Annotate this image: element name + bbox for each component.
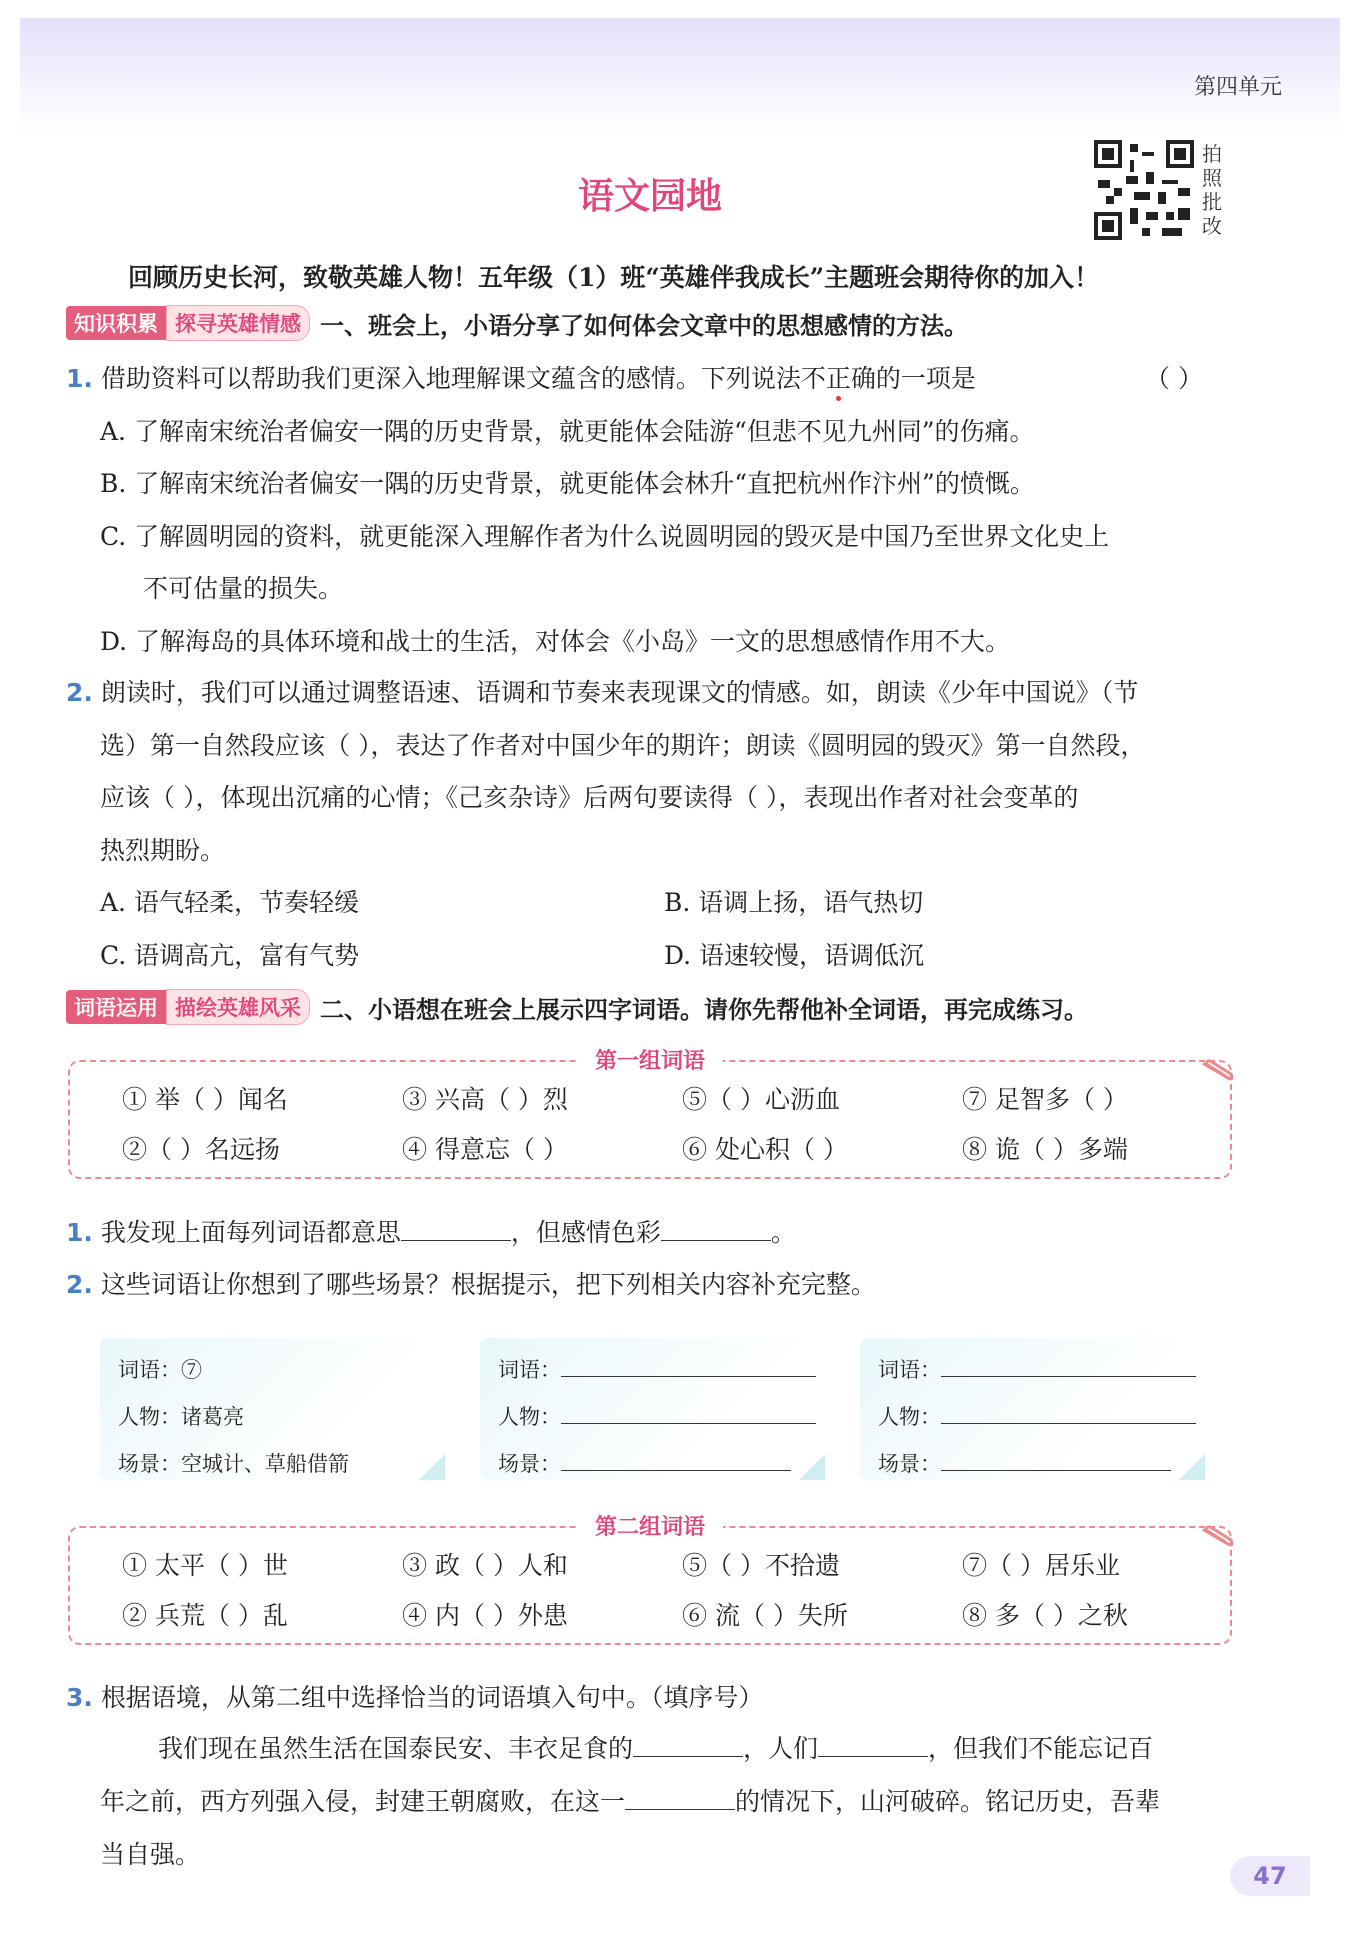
context-paragraph: 当自强。 <box>100 1840 201 1869</box>
card-scene: 场景： <box>498 1448 791 1478</box>
card-person: 人物： <box>878 1401 1196 1431</box>
section-subtag: 描绘英雄风采 <box>166 989 310 1025</box>
card-word: 词语： <box>878 1354 1196 1384</box>
question-2-2: 2. 这些词语让你想到了哪些场景？根据提示，把下列相关内容补充完整。 <box>66 1270 876 1299</box>
word-item[interactable]: ⑥ 处心积（ ） <box>682 1135 848 1164</box>
word-item[interactable]: ⑤（ ）不拾遗 <box>682 1551 840 1580</box>
context-paragraph: 我们现在虽然生活在国泰民安、丰衣足食的 ，人们 ，但我们不能忘记百 <box>158 1734 1154 1763</box>
card-word: 词语：⑦ <box>118 1358 202 1382</box>
fill-blank[interactable] <box>633 1736 743 1757</box>
word-item[interactable]: ⑥ 流（ ）失所 <box>682 1601 848 1630</box>
answer-bracket[interactable]: （ ） <box>1145 364 1203 393</box>
fill-blank[interactable] <box>625 1789 735 1810</box>
option-b: B. 了解南宋统治者偏安一隅的历史背景，就更能体会林升“直把杭州作汴州”的愤慨。 <box>100 469 1035 498</box>
word-group-2 <box>68 1515 1232 1645</box>
fill-blank[interactable] <box>401 1220 511 1241</box>
question-2-3: 3. 根据语境，从第二组中选择恰当的词语填入句中。（填序号） <box>66 1683 764 1712</box>
scene-card-2 <box>480 1338 825 1480</box>
option-b: B. 语调上扬，语气热切 <box>664 888 924 917</box>
word-group-1 <box>68 1049 1232 1179</box>
fill-blank[interactable] <box>561 1356 816 1377</box>
intro-text: 回顾历史长河，致敬英雄人物！五年级（1）班“英雄伴我成长”主题班会期待你的加入！ <box>128 263 1100 292</box>
option-c: C. 语调高亢，富有气势 <box>100 941 360 970</box>
word-item[interactable]: ① 太平（ ）世 <box>122 1551 288 1580</box>
word-item[interactable]: ③ 兴高（ ）烈 <box>402 1085 568 1114</box>
word-item[interactable]: ⑦（ ）居乐业 <box>962 1551 1120 1580</box>
word-item[interactable]: ⑤（ ）心沥血 <box>682 1085 840 1114</box>
word-item[interactable]: ④ 得意忘（ ） <box>402 1135 568 1164</box>
scene-card-1 <box>100 1338 445 1480</box>
page-number: 47 <box>1230 1856 1310 1896</box>
group-title: 第一组词语 <box>577 1049 723 1074</box>
word-item[interactable]: ⑦ 足智多（ ） <box>962 1085 1128 1114</box>
option-c: C. 了解圆明园的资料，就更能深入理解作者为什么说圆明园的毁灭是中国乃至世界文化史上 <box>100 522 1110 551</box>
fill-blank[interactable] <box>941 1403 1196 1424</box>
section-1-header <box>66 306 968 340</box>
question-2-1: 1. 我发现上面每列词语都意思 ，但感情色彩 。 <box>66 1218 796 1247</box>
word-item[interactable]: ⑧ 多（ ）之秋 <box>962 1601 1128 1630</box>
fill-blank[interactable] <box>941 1450 1171 1471</box>
context-paragraph: 年之前，西方列强入侵，封建王朝腐败，在这一 的情况下，山河破碎。铭记历史，吾辈 <box>100 1787 1161 1816</box>
section-tag: 词语运用 <box>66 990 166 1024</box>
question-1-2-line: 选）第一自然段应该（ ），表达了作者对中国少年的期许；朗读《圆明园的毁灭》第一自然段， <box>100 731 1146 760</box>
fill-blank[interactable] <box>561 1403 816 1424</box>
header-band <box>20 18 1340 138</box>
scan-label: 拍 照 批 改 <box>1202 142 1222 238</box>
card-scene: 场景： <box>878 1448 1171 1478</box>
word-item[interactable]: ① 举（ ）闻名 <box>122 1085 288 1114</box>
option-c-cont: 不可估量的损失。 <box>143 574 344 603</box>
qr-code-icon[interactable] <box>1094 140 1194 240</box>
emphasis-text: 不正确 <box>800 364 876 393</box>
option-d: D. 语速较慢，语调低沉 <box>664 941 925 970</box>
word-item[interactable]: ④ 内（ ）外患 <box>402 1601 568 1630</box>
card-word: 词语： <box>498 1354 816 1384</box>
paperclip-icon <box>1198 1056 1238 1086</box>
word-item[interactable]: ⑧ 诡（ ）多端 <box>962 1135 1128 1164</box>
question-1-1: 1. 借助资料可以帮助我们更深入地理解课文蕴含的感情。下列说法不正确的一项是 <box>66 364 976 393</box>
card-person: 人物： <box>498 1401 816 1431</box>
word-item[interactable]: ② 兵荒（ ）乱 <box>122 1601 288 1630</box>
section-tag: 知识积累 <box>66 306 166 340</box>
scene-card-3 <box>860 1338 1205 1480</box>
question-1-2-line: 热烈期盼。 <box>100 836 226 865</box>
section-heading: 二、小语想在班会上展示四字词语。请你先帮他补全词语，再完成练习。 <box>320 994 1088 1024</box>
card-scene: 场景：空城计、草船借箭 <box>118 1452 349 1476</box>
word-item[interactable]: ②（ ）名远扬 <box>122 1135 280 1164</box>
card-person: 人物：诸葛亮 <box>118 1405 244 1429</box>
paperclip-icon <box>1198 1522 1238 1552</box>
unit-label: 第四单元 <box>1193 75 1282 100</box>
fill-blank[interactable] <box>941 1356 1196 1377</box>
option-a: A. 语气轻柔，节奏轻缓 <box>100 888 359 917</box>
question-1-2-line: 应该（ ），体现出沉痛的心情；《己亥杂诗》后两句要读得（ ），表现出作者对社会变革的 <box>100 783 1079 812</box>
fill-blank[interactable] <box>561 1450 791 1471</box>
option-a: A. 了解南宋统治者偏安一隅的历史背景，就更能体会陆游“但悲不见九州同”的伤痛。 <box>100 417 1035 446</box>
section-subtag: 探寻英雄情感 <box>166 305 310 341</box>
fill-blank[interactable] <box>818 1736 928 1757</box>
page-title: 语文园地 <box>577 176 722 217</box>
group-title: 第二组词语 <box>577 1515 723 1540</box>
question-1-2: 2. 朗读时，我们可以通过调整语速、语调和节奏来表现课文的情感。如，朗读《少年中国说》（节 <box>66 678 1139 707</box>
section-heading: 一、班会上，小语分享了如何体会文章中的思想感情的方法。 <box>320 310 968 340</box>
word-item[interactable]: ③ 政（ ）人和 <box>402 1551 568 1580</box>
option-d: D. 了解海岛的具体环境和战士的生活，对体会《小岛》一文的思想感情作用不大。 <box>100 627 1011 656</box>
section-2-header <box>66 990 1088 1024</box>
fill-blank[interactable] <box>661 1220 771 1241</box>
